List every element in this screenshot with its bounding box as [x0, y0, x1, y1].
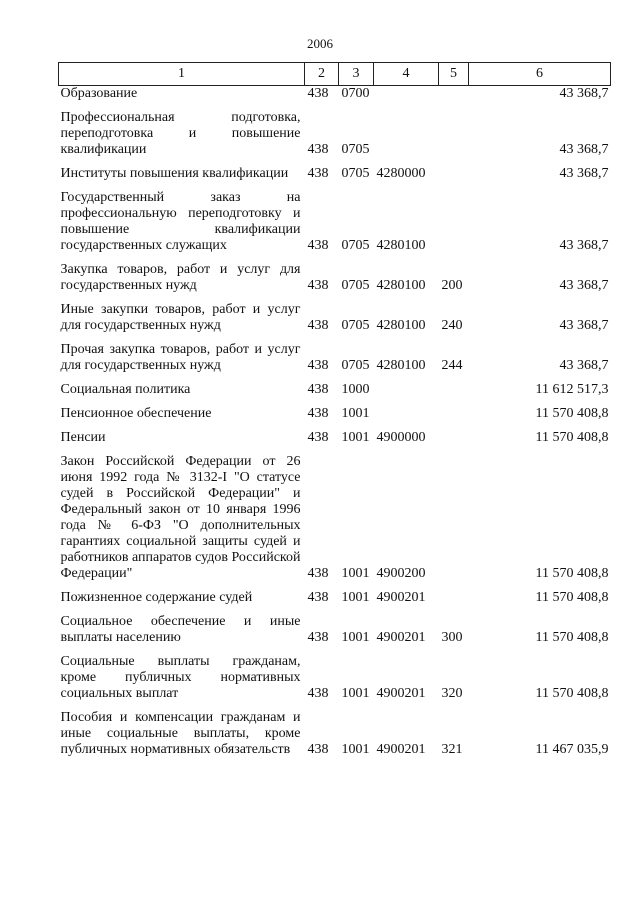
- row-code-2: 438: [307, 686, 329, 701]
- row-code-3: 1001: [341, 430, 370, 445]
- header-col-2: 2: [305, 63, 339, 86]
- row-amount: 11 612 517,3: [535, 382, 609, 397]
- row-code-2: 438: [307, 382, 329, 397]
- row-code-2: 438: [307, 238, 329, 253]
- row-code-3: 0705: [341, 318, 370, 333]
- row-code-3: 0705: [341, 238, 370, 253]
- row-code-4: 4900200: [376, 566, 426, 581]
- page-number: 2006: [307, 36, 333, 51]
- row-code-4: 4280100: [376, 358, 426, 373]
- row-code-4: 4280100: [376, 238, 426, 253]
- row-code-3: 1001: [341, 630, 370, 645]
- row-name: Социальные выплаты гражданам, кроме публичных нормативных социальных выплат: [60, 654, 301, 701]
- row-code-3: 1001: [341, 742, 370, 757]
- table-row: [59, 342, 611, 382]
- row-code-5: [439, 590, 469, 614]
- table-row: [59, 302, 611, 342]
- row-code-5: 320: [441, 686, 463, 701]
- row-code-5: [439, 166, 469, 190]
- row-code-4: 4900201: [376, 630, 426, 645]
- row-code-5: 321: [441, 742, 463, 757]
- row-code-2: 438: [307, 166, 329, 181]
- row-code-4: 4280100: [376, 318, 426, 333]
- row-code-5: [439, 190, 469, 262]
- row-name: Пенсии: [60, 430, 106, 445]
- row-code-4: 4280100: [376, 278, 426, 293]
- row-name: Закупка товаров, работ и услуг для государственных нужд: [60, 262, 301, 293]
- header-col-6: 6: [469, 63, 611, 86]
- row-code-3: 1001: [341, 590, 370, 605]
- row-amount: 43 368,7: [559, 238, 609, 253]
- row-name: Прочая закупка товаров, работ и услуг для государственных нужд: [60, 342, 301, 373]
- table-row: [59, 430, 611, 454]
- row-code-2: 438: [307, 278, 329, 293]
- row-code-2: 438: [307, 358, 329, 373]
- row-code-5: [439, 86, 469, 111]
- row-amount: 11 570 408,8: [535, 406, 609, 421]
- header-col-1: 1: [59, 63, 305, 86]
- row-code-2: 438: [307, 590, 329, 605]
- row-name: Образование: [60, 86, 138, 101]
- row-code-4: [374, 382, 439, 406]
- row-code-2: 438: [307, 142, 329, 157]
- table-row: [59, 382, 611, 406]
- row-code-5: [439, 430, 469, 454]
- row-code-3: 1001: [341, 406, 370, 421]
- row-code-2: 438: [307, 86, 329, 101]
- row-code-3: 1001: [341, 686, 370, 701]
- row-name: Пожизненное содержание судей: [60, 590, 253, 605]
- budget-table: [58, 62, 611, 766]
- row-code-5: [439, 454, 469, 590]
- table-body: [59, 86, 611, 767]
- row-amount: 43 368,7: [559, 318, 609, 333]
- row-name: Институты повышения квалификации: [60, 166, 289, 181]
- row-code-4: [374, 406, 439, 430]
- row-code-4: 4900201: [376, 590, 426, 605]
- table-row: [59, 166, 611, 190]
- row-amount: 43 368,7: [559, 278, 609, 293]
- row-code-2: 438: [307, 406, 329, 421]
- row-code-5: 240: [441, 318, 463, 333]
- row-name: Закон Российской Федерации от 26 июня 1992 года № 3132-I "О статусе судей в Российской Федерации" и Федеральный закон от 10 января 1996 года № 6-ФЗ "О дополнительных гарантиях социальной защиты судей и работников аппаратов судов Российской Федерации": [60, 454, 301, 581]
- row-amount: 43 368,7: [559, 142, 609, 157]
- row-code-2: 438: [307, 566, 329, 581]
- table-row: [59, 190, 611, 262]
- row-amount: 43 368,7: [559, 166, 609, 181]
- row-code-3: 0705: [341, 358, 370, 373]
- row-name: Пособия и компенсации гражданам и иные социальные выплаты, кроме публичных нормативных обязательств: [60, 710, 301, 757]
- row-name: Социальное обеспечение и иные выплаты населению: [60, 614, 301, 645]
- row-name: Профессиональная подготовка, переподготовка и повышение квалификации: [60, 110, 301, 157]
- row-code-4: 4280000: [376, 166, 426, 181]
- row-amount: 43 368,7: [559, 358, 609, 373]
- header-col-3: 3: [339, 63, 374, 86]
- row-code-3: 1000: [341, 382, 370, 397]
- row-amount: 11 570 408,8: [535, 430, 609, 445]
- table-row: [59, 710, 611, 766]
- row-code-5: [439, 110, 469, 166]
- row-code-5: [439, 406, 469, 430]
- row-code-2: 438: [307, 742, 329, 757]
- row-code-3: 0705: [341, 278, 370, 293]
- row-code-4: [374, 110, 439, 166]
- table-row: [59, 262, 611, 302]
- row-amount: 11 467 035,9: [535, 742, 609, 757]
- table-row: [59, 454, 611, 590]
- row-code-5: 200: [441, 278, 463, 293]
- row-code-2: 438: [307, 430, 329, 445]
- row-code-5: 244: [441, 358, 463, 373]
- row-amount: 11 570 408,8: [535, 590, 609, 605]
- row-name: Социальная политика: [60, 382, 191, 397]
- row-code-5: 300: [441, 630, 463, 645]
- table-header: [59, 63, 611, 86]
- table-row: [59, 110, 611, 166]
- table-row: [59, 614, 611, 654]
- table-row: [59, 654, 611, 710]
- table-row: [59, 590, 611, 614]
- row-amount: 11 570 408,8: [535, 566, 609, 581]
- row-name: Государственный заказ на профессиональную переподготовку и повышение квалификации государственных служащих: [60, 190, 301, 253]
- row-name: Пенсионное обеспечение: [60, 406, 212, 421]
- row-code-2: 438: [307, 318, 329, 333]
- row-code-4: 4900201: [376, 742, 426, 757]
- header-col-4: 4: [374, 63, 439, 86]
- row-amount: 11 570 408,8: [535, 630, 609, 645]
- header-col-5: 5: [439, 63, 469, 86]
- row-amount: 43 368,7: [559, 86, 609, 101]
- row-amount: 11 570 408,8: [535, 686, 609, 701]
- row-code-5: [439, 382, 469, 406]
- row-code-2: 438: [307, 630, 329, 645]
- row-code-4: [374, 86, 439, 111]
- row-code-4: 4900000: [376, 430, 426, 445]
- row-code-3: 1001: [341, 566, 370, 581]
- table-row: [59, 406, 611, 430]
- row-code-4: 4900201: [376, 686, 426, 701]
- row-name: Иные закупки товаров, работ и услуг для государственных нужд: [60, 302, 301, 333]
- row-code-3: 0705: [341, 166, 370, 181]
- row-code-3: 0705: [341, 142, 370, 157]
- table-row: [59, 86, 611, 111]
- row-code-3: 0700: [341, 86, 370, 101]
